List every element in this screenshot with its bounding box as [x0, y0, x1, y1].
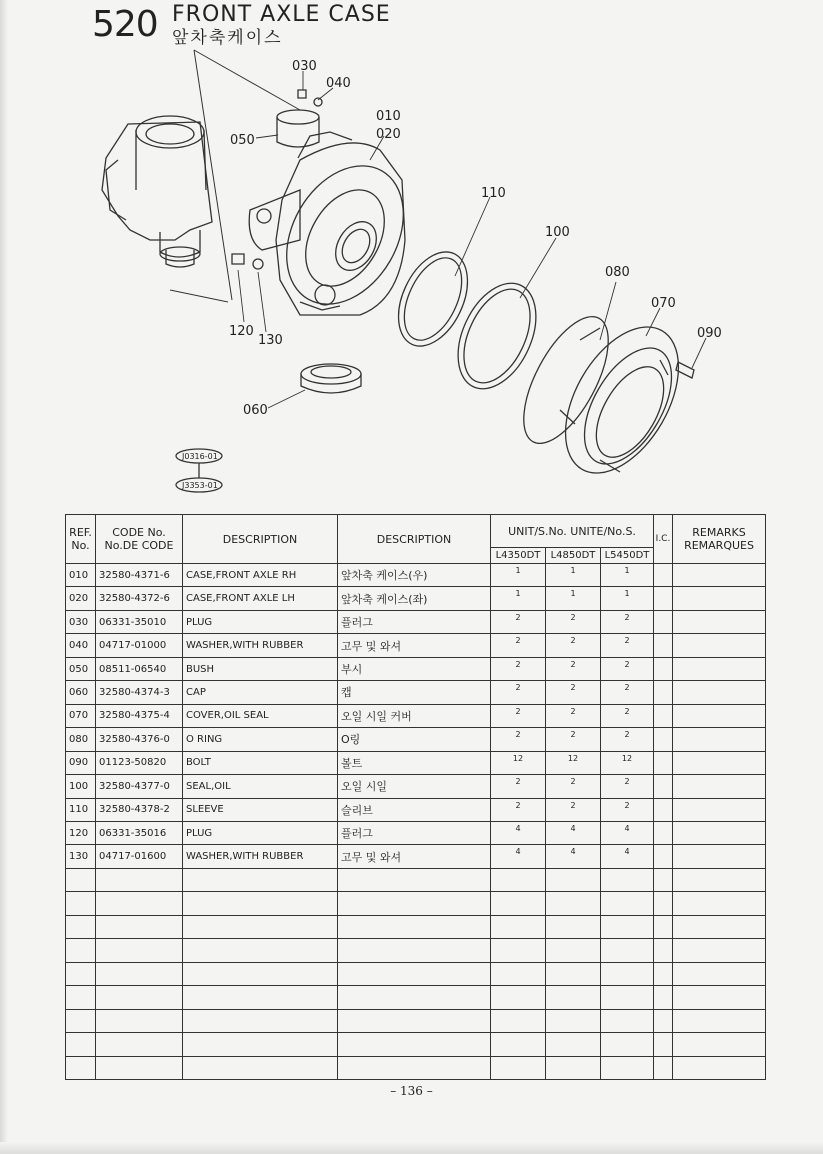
code-cell: 32580-4378-2	[96, 798, 183, 821]
qty-cell: 1	[546, 587, 601, 610]
remarks-cell	[673, 564, 766, 587]
description-en-cell: CASE,FRONT AXLE RH	[183, 564, 338, 587]
empty-cell	[338, 939, 491, 962]
empty-cell	[491, 962, 546, 985]
empty-cell	[66, 939, 96, 962]
table-row	[66, 728, 766, 751]
callout-120: 120	[229, 324, 254, 339]
code-cell: 06331-35010	[96, 610, 183, 633]
ic-cell	[654, 821, 673, 844]
empty-cell	[546, 892, 601, 915]
empty-cell	[601, 892, 654, 915]
empty-table-row	[66, 962, 766, 985]
empty-table-row	[66, 939, 766, 962]
ic-cell	[654, 681, 673, 704]
table-row	[66, 634, 766, 657]
empty-cell	[654, 939, 673, 962]
table-row	[66, 821, 766, 844]
ic-cell	[654, 845, 673, 868]
ic-cell	[654, 587, 673, 610]
empty-cell	[66, 986, 96, 1009]
empty-cell	[491, 892, 546, 915]
qty-cell: 4	[491, 821, 546, 844]
code-cell: 32580-4374-3	[96, 681, 183, 704]
empty-table-row	[66, 868, 766, 891]
qty-cell: 2	[491, 775, 546, 798]
empty-cell	[66, 1033, 96, 1056]
qty-cell: 2	[491, 704, 546, 727]
header-description-ko: DESCRIPTION	[338, 515, 491, 564]
description-ko-cell: 플러그	[338, 821, 491, 844]
code-cell: 01123-50820	[96, 751, 183, 774]
empty-cell	[601, 962, 654, 985]
table-row	[66, 587, 766, 610]
description-ko-cell: 슬리브	[338, 798, 491, 821]
empty-cell	[338, 962, 491, 985]
oil-seal-cover-drawing	[542, 308, 702, 493]
ic-cell	[654, 657, 673, 680]
qty-cell: 2	[601, 728, 654, 751]
header-unit: UNIT/S.No. UNITE/No.S.	[491, 515, 654, 548]
remarks-cell	[673, 587, 766, 610]
callout-040: 040	[326, 76, 351, 91]
empty-cell	[183, 915, 338, 938]
empty-cell	[546, 1033, 601, 1056]
ref-no-cell: 060	[66, 681, 96, 704]
empty-cell	[338, 915, 491, 938]
empty-cell	[491, 1009, 546, 1032]
page-number: – 136 –	[390, 1084, 433, 1098]
table-row	[66, 610, 766, 633]
empty-cell	[491, 986, 546, 1009]
remarks-cell	[673, 821, 766, 844]
parts-table	[65, 514, 766, 1080]
ic-cell	[654, 564, 673, 587]
empty-cell	[96, 939, 183, 962]
empty-cell	[654, 962, 673, 985]
empty-cell	[66, 962, 96, 985]
qty-cell: 2	[491, 610, 546, 633]
empty-cell	[96, 915, 183, 938]
callout-050: 050	[230, 133, 255, 148]
ref-no-cell: 020	[66, 587, 96, 610]
description-ko-cell: 볼트	[338, 751, 491, 774]
header-ref-no: REF. No.	[66, 515, 96, 564]
empty-cell	[601, 1033, 654, 1056]
qty-cell: 2	[601, 775, 654, 798]
qty-cell: 1	[601, 564, 654, 587]
empty-cell	[491, 1056, 546, 1079]
qty-cell: 2	[601, 681, 654, 704]
empty-cell	[546, 868, 601, 891]
description-en-cell: SEAL,OIL	[183, 775, 338, 798]
empty-cell	[546, 1009, 601, 1032]
description-en-cell: SLEEVE	[183, 798, 338, 821]
remarks-cell	[673, 798, 766, 821]
empty-cell	[96, 1056, 183, 1079]
callout-090: 090	[697, 326, 722, 341]
empty-cell	[96, 962, 183, 985]
empty-cell	[491, 939, 546, 962]
qty-cell: 2	[546, 634, 601, 657]
scan-bottom-edge	[0, 1142, 823, 1154]
qty-cell: 4	[546, 845, 601, 868]
empty-cell	[491, 1033, 546, 1056]
remarks-cell	[673, 775, 766, 798]
section-number: 520	[92, 4, 158, 45]
remarks-cell	[673, 681, 766, 704]
table-row	[66, 845, 766, 868]
empty-cell	[673, 868, 766, 891]
reference-code-1: J0316-01	[182, 452, 218, 461]
table-row	[66, 751, 766, 774]
empty-cell	[96, 1009, 183, 1032]
qty-cell: 2	[546, 798, 601, 821]
empty-cell	[546, 915, 601, 938]
qty-cell: 2	[601, 657, 654, 680]
header-remarks: REMARKS REMARQUES	[673, 515, 766, 564]
empty-cell	[546, 962, 601, 985]
qty-cell: 2	[491, 728, 546, 751]
reference-code-2: J3353-01	[182, 481, 218, 490]
empty-table-row	[66, 1009, 766, 1032]
empty-cell	[546, 939, 601, 962]
empty-cell	[338, 1056, 491, 1079]
callout-010: 010	[376, 109, 401, 124]
description-ko-cell: 오일 시일 커버	[338, 704, 491, 727]
empty-cell	[183, 1056, 338, 1079]
description-ko-cell: 앞차축 케이스(우)	[338, 564, 491, 587]
qty-cell: 12	[491, 751, 546, 774]
ref-no-cell: 090	[66, 751, 96, 774]
empty-cell	[96, 892, 183, 915]
description-ko-cell: 오일 시일	[338, 775, 491, 798]
header-model: L4350DT	[491, 548, 546, 564]
empty-cell	[96, 1033, 183, 1056]
empty-cell	[601, 986, 654, 1009]
qty-cell: 2	[491, 681, 546, 704]
code-cell: 32580-4377-0	[96, 775, 183, 798]
empty-cell	[601, 1009, 654, 1032]
qty-cell: 2	[546, 775, 601, 798]
remarks-cell	[673, 634, 766, 657]
code-cell: 06331-35016	[96, 821, 183, 844]
ic-cell	[654, 775, 673, 798]
empty-cell	[66, 1009, 96, 1032]
page-title: FRONT AXLE CASE	[172, 2, 391, 27]
exploded-parts-diagram	[0, 40, 823, 500]
empty-cell	[183, 986, 338, 1009]
empty-cell	[673, 939, 766, 962]
callout-030: 030	[292, 59, 317, 74]
description-en-cell: COVER,OIL SEAL	[183, 704, 338, 727]
table-row	[66, 681, 766, 704]
ic-cell	[654, 704, 673, 727]
remarks-cell	[673, 657, 766, 680]
ref-no-cell: 100	[66, 775, 96, 798]
empty-cell	[673, 986, 766, 1009]
description-en-cell: WASHER,WITH RUBBER	[183, 634, 338, 657]
description-en-cell: WASHER,WITH RUBBER	[183, 845, 338, 868]
qty-cell: 2	[491, 798, 546, 821]
qty-cell: 12	[546, 751, 601, 774]
header-code-no: CODE No. No.DE CODE	[96, 515, 183, 564]
header-ic: I.C.	[654, 515, 673, 564]
description-en-cell: CASE,FRONT AXLE LH	[183, 587, 338, 610]
description-ko-cell: 플러그	[338, 610, 491, 633]
description-en-cell: O RING	[183, 728, 338, 751]
description-ko-cell: O링	[338, 728, 491, 751]
qty-cell: 4	[546, 821, 601, 844]
callout-100: 100	[545, 225, 570, 240]
qty-cell: 2	[546, 681, 601, 704]
empty-cell	[654, 915, 673, 938]
description-en-cell: BOLT	[183, 751, 338, 774]
code-cell: 32580-4371-6	[96, 564, 183, 587]
header-model: L4850DT	[546, 548, 601, 564]
empty-cell	[673, 915, 766, 938]
qty-cell: 1	[601, 587, 654, 610]
description-ko-cell: 캡	[338, 681, 491, 704]
empty-table-row	[66, 892, 766, 915]
ic-cell	[654, 798, 673, 821]
empty-cell	[96, 986, 183, 1009]
remarks-cell	[673, 728, 766, 751]
callout-080: 080	[605, 265, 630, 280]
empty-cell	[338, 1033, 491, 1056]
remarks-cell	[673, 704, 766, 727]
qty-cell: 1	[491, 587, 546, 610]
description-ko-cell: 고무 및 와셔	[338, 634, 491, 657]
ref-no-cell: 080	[66, 728, 96, 751]
header-description-en: DESCRIPTION	[183, 515, 338, 564]
qty-cell: 2	[601, 798, 654, 821]
ref-no-cell: 120	[66, 821, 96, 844]
code-cell: 08511-06540	[96, 657, 183, 680]
empty-table-row	[66, 986, 766, 1009]
table-row	[66, 564, 766, 587]
empty-cell	[673, 892, 766, 915]
qty-cell: 2	[491, 634, 546, 657]
spindle-housing-drawing	[102, 116, 212, 267]
ic-cell	[654, 610, 673, 633]
empty-cell	[546, 986, 601, 1009]
callout-130: 130	[258, 333, 283, 348]
empty-cell	[183, 939, 338, 962]
empty-table-row	[66, 1056, 766, 1079]
empty-cell	[338, 1009, 491, 1032]
table-row	[66, 657, 766, 680]
ref-no-cell: 130	[66, 845, 96, 868]
code-cell: 32580-4376-0	[96, 728, 183, 751]
empty-cell	[183, 1033, 338, 1056]
remarks-cell	[673, 845, 766, 868]
qty-cell: 2	[546, 657, 601, 680]
remarks-cell	[673, 610, 766, 633]
empty-cell	[183, 962, 338, 985]
empty-cell	[338, 892, 491, 915]
qty-cell: 2	[546, 610, 601, 633]
description-ko-cell: 고무 및 와셔	[338, 845, 491, 868]
code-cell: 32580-4375-4	[96, 704, 183, 727]
ic-cell	[654, 728, 673, 751]
qty-cell: 4	[601, 821, 654, 844]
callout-070: 070	[651, 296, 676, 311]
empty-cell	[654, 868, 673, 891]
empty-cell	[654, 1056, 673, 1079]
empty-cell	[338, 986, 491, 1009]
qty-cell: 2	[546, 704, 601, 727]
description-en-cell: CAP	[183, 681, 338, 704]
description-en-cell: BUSH	[183, 657, 338, 680]
qty-cell: 4	[601, 845, 654, 868]
qty-cell: 12	[601, 751, 654, 774]
empty-cell	[654, 892, 673, 915]
empty-cell	[601, 868, 654, 891]
empty-cell	[338, 868, 491, 891]
ref-no-cell: 030	[66, 610, 96, 633]
description-en-cell: PLUG	[183, 821, 338, 844]
table-row	[66, 798, 766, 821]
axle-case-drawing	[249, 132, 427, 325]
diagram-callouts	[181, 59, 722, 490]
empty-cell	[546, 1056, 601, 1079]
empty-cell	[654, 1033, 673, 1056]
header-model: L5450DT	[601, 548, 654, 564]
qty-cell: 4	[491, 845, 546, 868]
empty-cell	[491, 868, 546, 891]
empty-cell	[673, 1009, 766, 1032]
description-ko-cell: 부시	[338, 657, 491, 680]
description-en-cell: PLUG	[183, 610, 338, 633]
empty-cell	[66, 868, 96, 891]
qty-cell: 1	[546, 564, 601, 587]
empty-cell	[673, 1056, 766, 1079]
ref-no-cell: 040	[66, 634, 96, 657]
empty-cell	[491, 915, 546, 938]
empty-cell	[673, 962, 766, 985]
empty-cell	[673, 1033, 766, 1056]
ic-cell	[654, 634, 673, 657]
empty-cell	[183, 892, 338, 915]
ic-cell	[654, 751, 673, 774]
ref-no-cell: 010	[66, 564, 96, 587]
description-ko-cell: 앞차축 케이스(좌)	[338, 587, 491, 610]
qty-cell: 2	[601, 610, 654, 633]
remarks-cell	[673, 751, 766, 774]
empty-cell	[601, 939, 654, 962]
empty-cell	[66, 915, 96, 938]
empty-cell	[183, 868, 338, 891]
qty-cell: 2	[601, 634, 654, 657]
ref-no-cell: 070	[66, 704, 96, 727]
table-row	[66, 775, 766, 798]
empty-cell	[66, 892, 96, 915]
empty-cell	[183, 1009, 338, 1032]
ref-no-cell: 050	[66, 657, 96, 680]
empty-cell	[601, 1056, 654, 1079]
callout-020: 020	[376, 127, 401, 142]
table-row	[66, 704, 766, 727]
empty-table-row	[66, 1033, 766, 1056]
code-cell: 04717-01600	[96, 845, 183, 868]
empty-cell	[96, 868, 183, 891]
qty-cell: 2	[546, 728, 601, 751]
callout-110: 110	[481, 186, 506, 201]
empty-table-row	[66, 915, 766, 938]
empty-cell	[66, 1056, 96, 1079]
qty-cell: 2	[491, 657, 546, 680]
callout-060: 060	[243, 403, 268, 418]
empty-cell	[654, 1009, 673, 1032]
empty-cell	[654, 986, 673, 1009]
code-cell: 04717-01000	[96, 634, 183, 657]
code-cell: 32580-4372-6	[96, 587, 183, 610]
qty-cell: 1	[491, 564, 546, 587]
empty-cell	[601, 915, 654, 938]
qty-cell: 2	[601, 704, 654, 727]
page-title-korean: 앞차축케이스	[172, 28, 283, 48]
ref-no-cell: 110	[66, 798, 96, 821]
